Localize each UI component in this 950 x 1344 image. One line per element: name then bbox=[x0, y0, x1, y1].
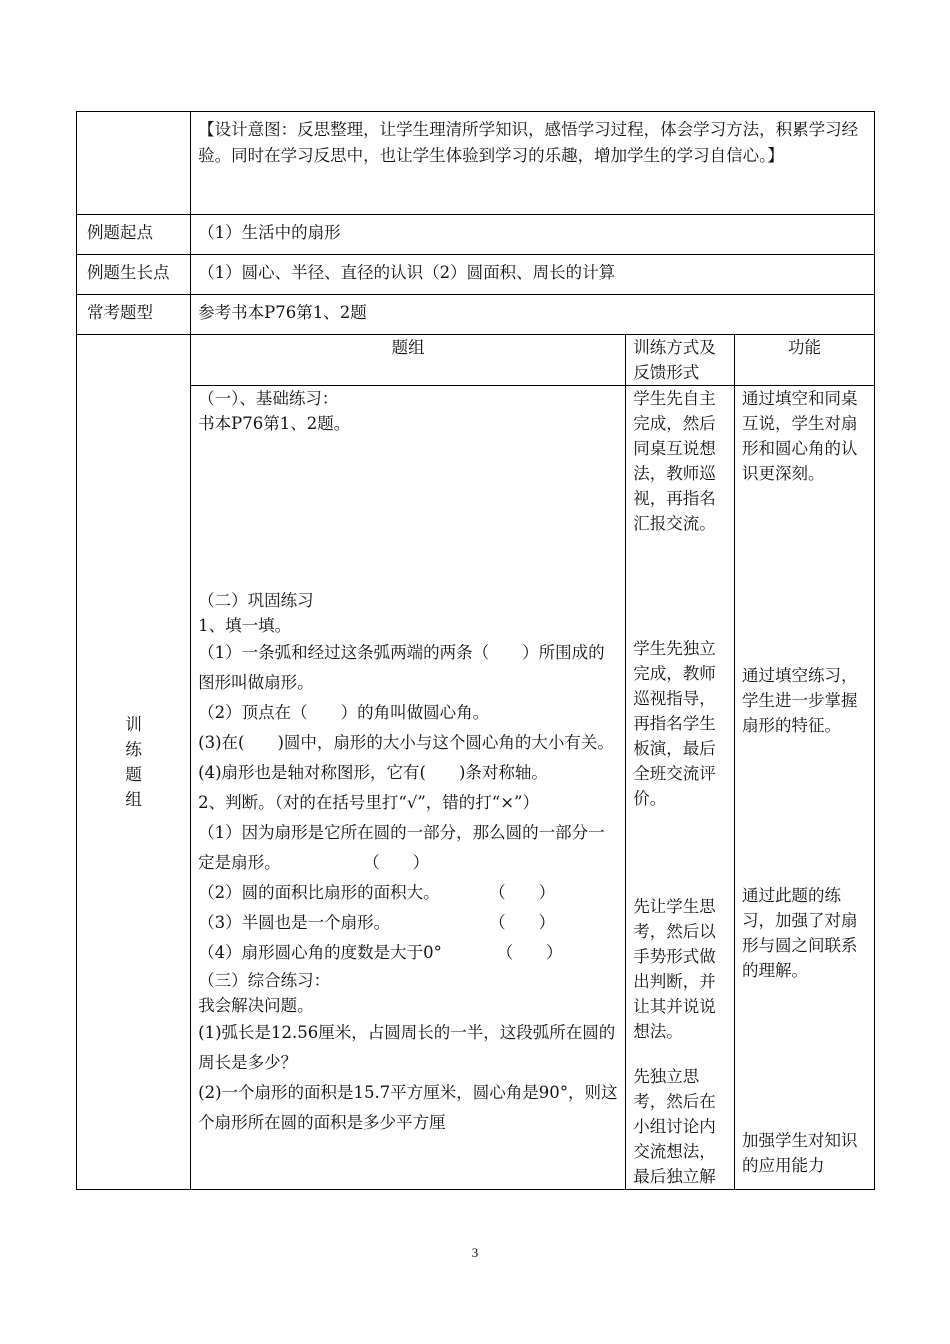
comprehensive-function: 加强学生对知识的应用能力 bbox=[741, 1131, 858, 1175]
judge-title: 2、判断。（对的在括号里打“√”，错的打“×”） bbox=[198, 793, 539, 812]
common-question-content: 参考书本P76第1、2题 bbox=[191, 295, 875, 335]
example-growth-label: 例题生长点 bbox=[77, 255, 191, 295]
example-start-label: 例题起点 bbox=[77, 215, 191, 255]
training-label bbox=[77, 335, 191, 1190]
example-start-row bbox=[77, 215, 875, 255]
fill-item: (3)在( )圆中，扇形的大小与这个圆心角的大小有关。 bbox=[198, 733, 614, 752]
fill-title: 1、填一填。 bbox=[198, 616, 292, 635]
fill-function: 通过填空练习，学生进一步掌握扇形的特征。 bbox=[741, 666, 858, 735]
judge-mode: 先让学生思考，然后以手势形式做出判断，并让其并说说想法。 bbox=[633, 897, 716, 1041]
exercise-group-cell bbox=[191, 386, 626, 1190]
fill-item: （1）一条弧和经过这条弧两端的两条（ ）所围成的图形叫做扇形。 bbox=[198, 643, 605, 692]
training-label-char: 训 bbox=[125, 715, 142, 734]
fill-mode: 学生先独立完成，教师巡视指导，再指名学生板演，最后全班交流评价。 bbox=[633, 639, 716, 808]
comprehensive-title: （三）综合练习： bbox=[198, 971, 331, 990]
basic-title: （一）、基础练习： bbox=[198, 389, 339, 408]
basic-function: 通过填空和同桌互说，学生对扇形和圆心角的认识更深刻。 bbox=[741, 389, 858, 483]
common-question-label: 常考题型 bbox=[77, 295, 191, 335]
consolidate-title: （二）巩固练习 bbox=[198, 591, 314, 610]
header-mode: 训练方式及反馈形式 bbox=[626, 335, 735, 386]
training-label-char: 题 bbox=[125, 765, 142, 784]
judge-item: （1）因为扇形是它所在圆的一部分，那么圆的一部分一定是扇形。 （ ） bbox=[198, 823, 605, 872]
training-label-char: 练 bbox=[125, 740, 142, 759]
comprehensive-item: (1)弧长是12.56厘米，占圆周长的一半，这段弧所在圆的周长是多少？ bbox=[198, 1023, 616, 1072]
basic-text: 书本P76第1、2题。 bbox=[198, 414, 351, 433]
fill-item: （2）顶点在（ ）的角叫做圆心角。 bbox=[198, 703, 490, 722]
comprehensive-intro: 我会解决问题。 bbox=[198, 996, 314, 1015]
training-body-row bbox=[77, 386, 875, 1190]
example-growth-row bbox=[77, 255, 875, 295]
design-intent-label-cell bbox=[77, 112, 191, 215]
judge-function: 通过此题的练习，加强了对扇形与圆之间联系的理解。 bbox=[741, 886, 858, 980]
header-function: 功能 bbox=[734, 335, 874, 386]
fill-item: (4)扇形也是轴对称图形，它有( )条对称轴。 bbox=[198, 763, 548, 782]
lesson-plan-table bbox=[76, 111, 875, 1190]
header-group: 题组 bbox=[191, 335, 626, 386]
design-intent-text: 【设计意图：反思整理，让学生理清所学知识，感悟学习过程，体会学习方法，积累学习经验。同时在学习反思中，也让学生体验到学习的乐趣，增加学生的学习自信心。】 bbox=[191, 112, 875, 215]
training-mode-cell bbox=[626, 386, 735, 1190]
common-question-row bbox=[77, 295, 875, 335]
judge-item: （2）圆的面积比扇形的面积大。 （ ） bbox=[198, 883, 556, 902]
comprehensive-mode: 先独立思考，然后在小组讨论内交流想法，最后独立解 bbox=[633, 1067, 716, 1186]
example-growth-content: （1）圆心、半径、直径的认识（2）圆面积、周长的计算 bbox=[191, 255, 875, 295]
training-label-char: 组 bbox=[125, 790, 142, 809]
page-number: 3 bbox=[471, 1245, 479, 1260]
basic-mode: 学生先自主完成，然后同桌互说想法，教师巡视，再指名汇报交流。 bbox=[633, 389, 716, 533]
design-intent-row bbox=[77, 112, 875, 215]
example-start-content: （1）生活中的扇形 bbox=[191, 215, 875, 255]
comprehensive-item: (2)一个扇形的面积是15.7平方厘米，圆心角是90°，则这个扇形所在圆的面积是多少平方厘 bbox=[198, 1083, 618, 1132]
function-cell bbox=[734, 386, 874, 1190]
training-header-row bbox=[77, 335, 875, 386]
judge-item: （3）半圆也是一个扇形。 （ ） bbox=[198, 913, 556, 932]
judge-item: （4）扇形圆心角的度数是大于0° （ ） bbox=[198, 943, 563, 962]
